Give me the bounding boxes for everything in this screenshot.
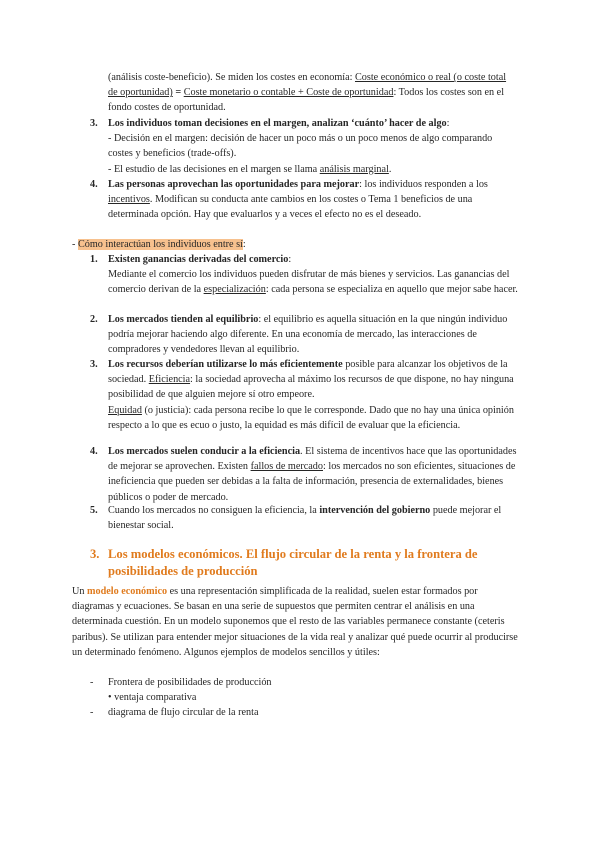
government-text-1: Cuando los mercados no consiguen la eficiencia, la <box>108 505 320 516</box>
principle-market-efficiency <box>108 444 518 505</box>
bullet-dash: - <box>90 707 94 718</box>
list-item-number: 3. <box>90 118 98 129</box>
list-item-number: 4. <box>90 446 98 457</box>
monetary-cost-term: Coste monetario o contable + Coste de oportunidad <box>183 87 394 99</box>
economic-cost-term: Coste económico o real (o coste total de oportunidad) <box>108 72 507 99</box>
list-item-number: 4. <box>90 179 98 190</box>
list-item-number: 3. <box>90 359 98 370</box>
cost-paragraph <box>108 70 518 116</box>
models-text-2: es una representación simplificada de la realidad, suelen estar formados por diagramas y ecuaciones. Se basan en una serie de supuestos que permiten centrar el análisis en una determinada cuestión. En un modelo suponemos que el resto de las variables permanece constante (ceteris paribus). Se utilizan para entender mejor situaciones de la vida real y analizar qué puede ocurrir al producirse un determinado fenómeno. Algunos ejemplos de modelos sencillos y útiles: <box>72 586 518 658</box>
market-failures-term: fallos de mercado <box>250 461 323 473</box>
colon-text: : <box>288 254 292 265</box>
government-text-2: puede mejorar el bienestar social. <box>108 505 502 532</box>
incentives-term: incentivos <box>108 194 150 206</box>
principle-government <box>108 503 518 533</box>
colon-text: : <box>242 239 246 250</box>
circular-flow-text: diagrama de flujo circular de la renta <box>108 707 259 718</box>
margin-study-text: - El estudio de las decisiones en el margen se llama <box>108 163 320 175</box>
models-text-1: Un <box>72 586 87 597</box>
cost-text-1: (análisis coste-beneficio). Se miden los costes en economía: <box>108 72 355 83</box>
highlighted-heading: Cómo interactúan los individuos entre sí <box>77 239 243 250</box>
principle-margin <box>108 116 518 177</box>
dash-prefix: - <box>72 239 78 250</box>
market-text-1: . El sistema de incentivos hace que las oportunidades de mejorar se aprovechen. Existen <box>108 446 517 473</box>
principle-trade <box>108 252 518 298</box>
principle-market-efficiency-title: Los mercados suelen conducir a la eficiencia <box>108 446 301 457</box>
efficiency-text-2: : la sociedad aprovecha al máximo los recursos de que dispone, no hay ninguna posibilidad de que alguien mejore sí otro empeore. <box>108 374 514 401</box>
principle-margin-title: Los individuos toman decisiones en el margen, analizan ‘cuánto’ hacer de algo <box>108 118 447 129</box>
marginal-analysis-term: análisis marginal <box>319 163 389 175</box>
list-item-number: 2. <box>90 314 98 325</box>
cost-text-2: : Todos los costes son en el fondo costes de oportunidad. <box>108 87 505 114</box>
government-intervention-term: intervención del gobierno <box>319 505 431 516</box>
list-item-number: 1. <box>90 254 98 265</box>
bullet-dash: - <box>90 677 94 688</box>
trade-text-1: Mediante el comercio los individuos pueden disfrutar de más bienes y servicios. Las ganancias del comercio derivan de la <box>108 269 510 296</box>
incentives-text-1: : los individuos responden a los <box>359 179 488 190</box>
principle-efficiency-title: Los recursos deberían utilizarse lo más eficientemente <box>108 359 343 370</box>
models-paragraph <box>72 584 522 660</box>
principle-trade-title: Existen ganancias derivadas del comercio <box>108 254 289 265</box>
efficiency-text-1: posible para alcanzar los objetivos de la sociedad. <box>108 359 508 386</box>
efficiency-term: Eficiencia <box>148 374 191 386</box>
equilibrium-text: : el equilibrio es aquella situación en la que ningún individuo podría mejorar haciendo algo diferente. En una economía de mercado, las interacciones de compradores y vendedores llevan al equilibrio. <box>108 314 508 356</box>
list-item-number: 5. <box>90 505 98 516</box>
principle-efficiency <box>108 357 518 433</box>
margin-decision-text: - Decisión en el margen: decisión de hacer un poco más o un poco menos de algo comparando costes y beneficios (trade-offs). <box>108 133 493 160</box>
equity-term: Equidad <box>108 404 142 416</box>
equity-text: (o justicia): cada persona recibe lo que le corresponde. Dado que no hay una única opinión respecto a lo que es ecuo o justo, la equidad es más difícil de evaluar que la eficiencia. <box>108 404 514 431</box>
principle-equilibrium <box>108 312 518 358</box>
frontier-text: Frontera de posibilidades de producción <box>108 677 272 688</box>
principle-equilibrium-title: Los mercados tienden al equilibrio <box>108 314 259 325</box>
section-title: Los modelos económicos. El flujo circular de la renta y la frontera de posibilidades de producción <box>108 547 478 578</box>
market-text-2: : los mercados no son eficientes, situaciones de ineficiencia que pueden ser debidas a la falta de información, presencia de externalidades, bienes públicos o poder de mercado. <box>108 461 516 503</box>
interaction-heading <box>72 237 246 252</box>
comparative-advantage-text: • ventaja comparativa <box>108 692 197 704</box>
colon-text: : <box>446 118 450 129</box>
incentives-text-2: . Modifican su conducta ante cambios en los costes o Tema 1 beneficios de una determinada opción. Hay que evaluarlos y a veces el efecto no es el deseado. <box>108 194 473 221</box>
principle-incentives-title: Las personas aprovechan las oportunidades para mejorar <box>108 179 360 190</box>
bullet-item-frontier <box>108 675 508 705</box>
trade-text-2: : cada persona se especializa en aquello que mejor sabe hacer. <box>265 284 518 296</box>
economic-model-term: modelo económico <box>87 586 168 597</box>
period-text: . <box>388 163 392 175</box>
specialization-term: especialización <box>203 284 266 296</box>
equals-sign: = <box>172 87 184 99</box>
principle-incentives <box>108 177 518 223</box>
section-number: 3. <box>90 547 100 561</box>
